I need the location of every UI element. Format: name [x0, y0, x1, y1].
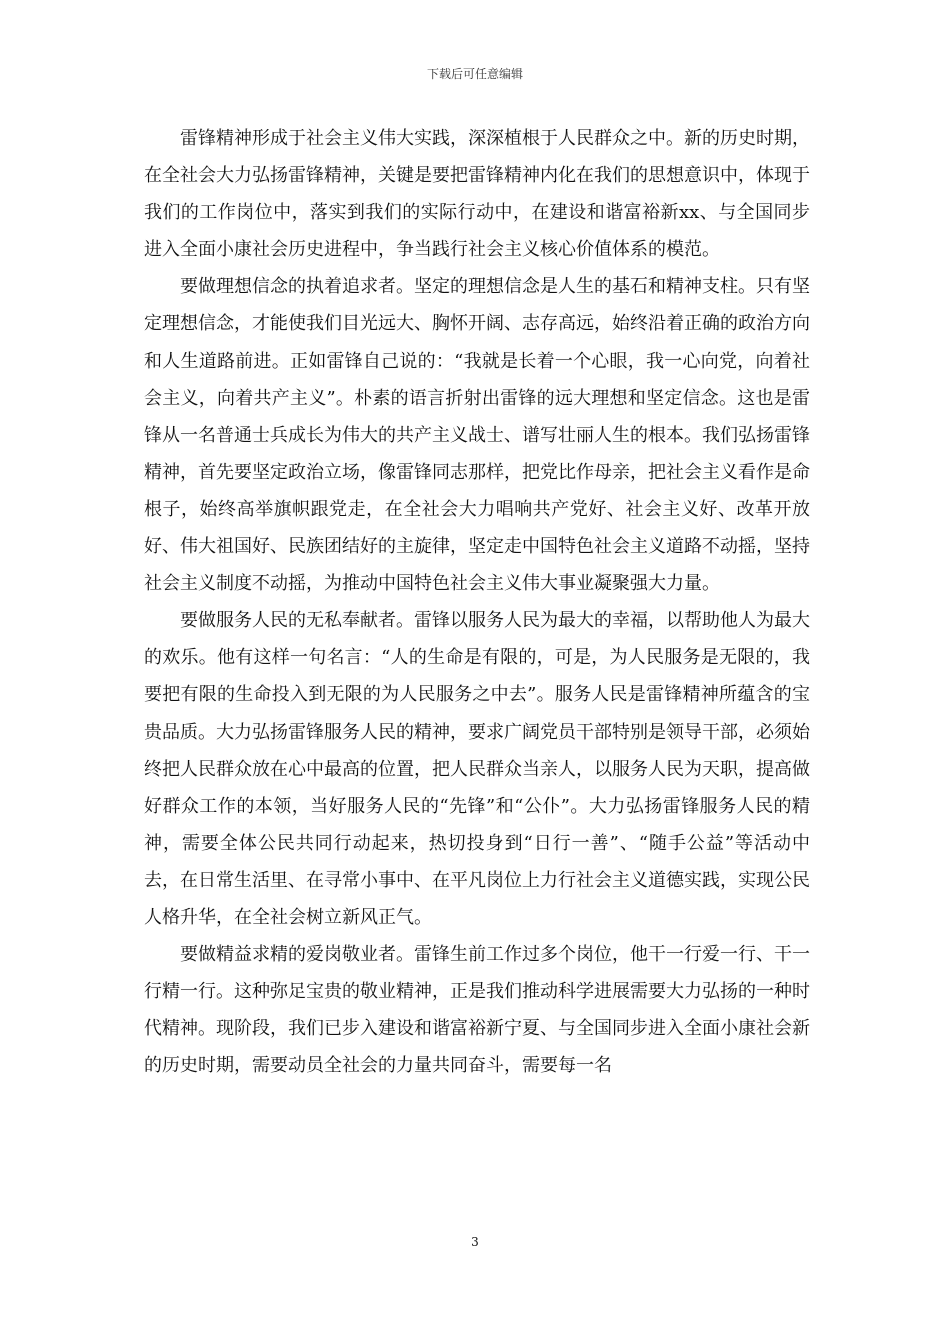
document-body — [144, 120, 810, 1084]
paragraph-service: 要做服务人民的无私奉献者。雷锋以服务人民为最大的幸福，以帮助他人为最大的欢乐。他有这样一句名言：“人的生命是有限的，可是，为人民服务是无限的，我要把有限的生命投入到无限的为人民服务之中去”。服务人民是雷锋精神所蕴含的宝贵品质。大力弘扬雷锋服务人民的精神，要求广阔党员干部特别是领导干部，必须始终把人民群众放在心中最高的位置，把人民群众当亲人，以服务人民为天职，提高做好群众工作的本领，当好服务人民的“先锋”和“公仆”。大力弘扬雷锋服务人民的精神，需要全体公民共同行动起来，热切投身到“日行一善”、“随手公益”等活动中去，在日常生活里、在寻常小事中、在平凡岗位上力行社会主义道德实践，实现公民人格升华，在全社会树立新风正气。 — [144, 610, 810, 928]
page-number: 3 — [471, 1235, 479, 1249]
page-header: 下载后可任意编辑 — [426, 67, 523, 81]
paragraph-ideals: 要做理想信念的执着追求者。坚定的理想信念是人生的基石和精神支柱。只有坚定理想信念，才能使我们目光远大、胸怀开阔、志存高远，始终沿着正确的政治方向和人生道路前进。正如雷锋自己说的：“我就是长着一个心眼，我一心向党，向着社会主义，向着共产主义”。朴素的语言折射出雷锋的远大理想和坚定信念。这也是雷锋从一名普通士兵成长为伟大的共产主义战士、谱写壮丽人生的根本。我们弘扬雷锋精神，首先要坚定政治立场，像雷锋同志那样，把党比作母亲，把社会主义看作是命根子，始终高举旗帜跟党走，在全社会大力唱响共产党好、社会主义好、改革开放好、伟大祖国好、民族团结好的主旋律，坚定走中国特色社会主义道路不动摇，坚持社会主义制度不动摇，为推动中国特色社会主义伟大事业凝聚强大力量。 — [144, 276, 810, 595]
paragraph-intro: 雷锋精神形成于社会主义伟大实践，深深植根于人民群众之中。新的历史时期，在全社会大力弘扬雷锋精神，关键是要把雷锋精神内化在我们的思想意识中，体现于我们的工作岗位中，落实到我们的实际行动中，在建设和谐富裕新xx、与全国同步进入全面小康社会历史进程中，争当践行社会主义核心价值体系的模范。 — [144, 128, 810, 261]
paragraph-dedication: 要做精益求精的爱岗敬业者。雷锋生前工作过多个岗位，他干一行爱一行、干一行精一行。这种弥足宝贵的敬业精神，正是我们推动科学进展需要大力弘扬的一种时代精神。现阶段，我们已步入建设和谐富裕新宁夏、与全国同步进入全面小康社会新的历史时期，需要动员全社会的力量共同奋斗，需要每一名 — [144, 944, 810, 1077]
